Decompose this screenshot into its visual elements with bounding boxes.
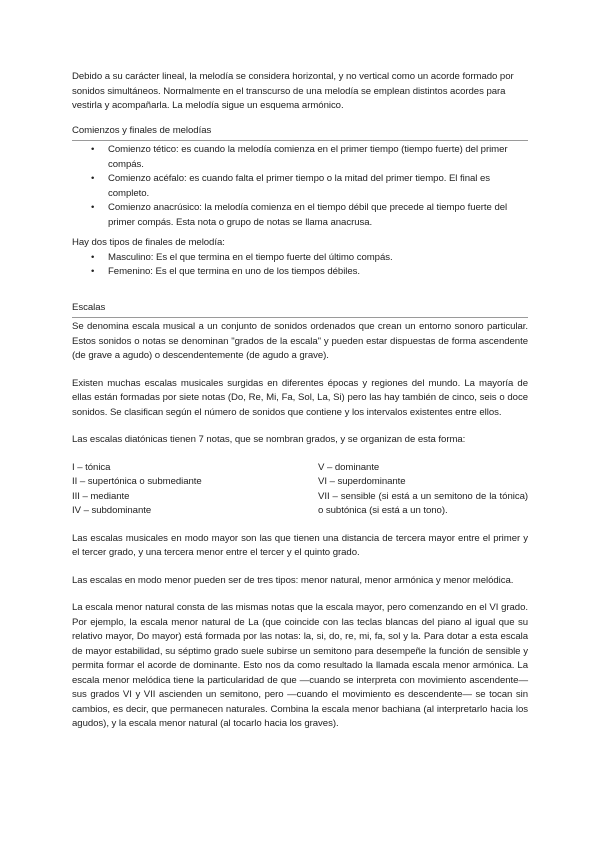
paragraph: Se denomina escala musical a un conjunto de sonidos ordenados que crean un entorno sonoro particular. Estos sonidos o notas se denominan "grados de la escala" y pueden estar dispuestas de forma ascendente (de grave a agudo) o descendentemente (de agudo a grave). xyxy=(72,321,528,361)
degrees-left-column xyxy=(72,461,262,519)
list-item: • Comienzo anacrúsico: la melodía comienza en el tiempo débil que precede al tiempo fuerte del primer compás. Esta nota o grupo de notas se llama anacrusa. xyxy=(108,201,528,230)
degree-item: II – supertónica o submediante xyxy=(72,476,202,487)
paragraph: Existen muchas escalas musicales surgidas en diferentes épocas y regiones del mundo. La mayoría de ellas están formadas por siete notas (Do, Re, Mi, Fa, Sol, La, Si) pero las hay también de cinco, seis o doce sonidos. Se clasifican según el número de sonidos que contiene y los intervalos existentes entre ellos. xyxy=(72,377,528,418)
section-divider xyxy=(72,140,528,141)
list-item: • Comienzo tético: es cuando la melodía comienza en el primer tiempo (tiempo fuerte) del primer compás. xyxy=(108,143,528,172)
degrees-right-column xyxy=(318,461,528,519)
degree-item: III – mediante xyxy=(72,490,130,502)
degree-item: VII – sensible (si está a un semitono de la tónica) o subtónica (si está a un tono). xyxy=(318,490,528,516)
degree-item: I – tónica xyxy=(72,461,111,473)
paragraph: Las escalas diatónicas tienen 7 notas, que se nombran grados, y se organizan de esta forma: xyxy=(72,434,466,445)
section-title-escalas: Escalas xyxy=(72,301,106,313)
scale-degrees-table xyxy=(72,461,528,519)
list-item: • Masculino: Es el que termina en el tiempo fuerte del último compás. xyxy=(108,251,528,266)
intro-paragraph: Debido a su carácter lineal, la melodía se considera horizontal, y no vertical como un acorde formado por sonidos simultáneos. Normalmente en el transcurso de una melodía se emplean distintos acordes para vestirla y acompañarla. La melodía sigue un esquema armónico. xyxy=(72,71,514,111)
degree-item: V – dominante xyxy=(318,461,380,473)
list-item: • Comienzo acéfalo: es cuando falta el primer tiempo o la mitad del primer tiempo. El final es completo. xyxy=(108,172,528,201)
paragraph: Las escalas en modo menor pueden ser de tres tipos: menor natural, menor armónica y menor melódica. xyxy=(72,574,514,586)
document-page xyxy=(72,70,528,745)
degree-item: IV – subdominante xyxy=(72,505,152,516)
list-item: • Femenino: Es el que termina en uno de los tiempos débiles. xyxy=(108,265,528,280)
section-title-comienzos: Comienzos y finales de melodías xyxy=(72,124,212,136)
paragraph: Las escalas musicales en modo mayor son las que tienen una distancia de tercera mayor entre el primer y el tercer grado, y una tercera menor entre el tercer y el quinto grado. xyxy=(72,532,528,558)
endings-list xyxy=(72,251,528,280)
degree-item: VI – superdominante xyxy=(318,476,406,487)
endings-intro: Hay dos tipos de finales de melodía: xyxy=(72,237,225,248)
paragraph: La escala menor natural consta de las mismas notas que la escala mayor, pero comenzando en el VI grado. Por ejemplo, la escala menor natural de La (que coincide con las teclas blancas del piano al igual que su relativo mayor, Do mayor) está formada por las notas: la, si, do, re, mi, fa, sol y la. Para dotar a esta escala de mayor estabilidad, su séptimo grado suele subirse un semitono para desempeñe la función de sensible y permita formar el acorde de dominante. Esto nos da como resultado la llamada escala menor armónica. La escala menor melódica tiene la particularidad de que —cuando se interpreta con movimiento ascendente— sus grados VI y VII ascienden un semitono, pero —cuando el movimiento es descendente— se tocan sin cambios, es decir, que permanecen naturales. Combina la escala menor bachiana (al interpretarlo hacia los agudos), y la escala menor natural (al tocarlo hacia los graves). xyxy=(72,602,528,729)
beginnings-list xyxy=(72,143,528,230)
section-divider xyxy=(72,317,528,318)
